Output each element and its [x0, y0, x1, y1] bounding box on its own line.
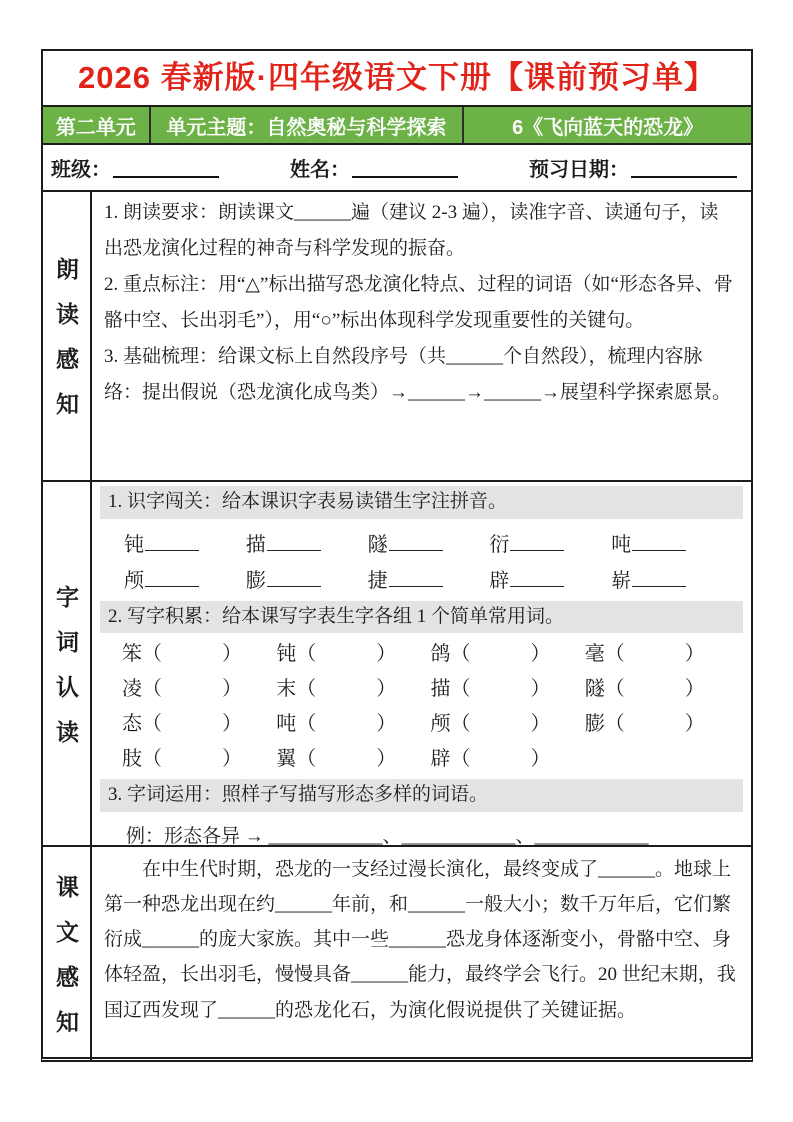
pinyin-cell: 膨	[246, 563, 368, 599]
section-text	[43, 845, 751, 1060]
word-cell: 颅（ ）	[430, 713, 551, 736]
section-reading	[43, 190, 751, 480]
section-text-content	[92, 847, 751, 1060]
word-cell: 隧（ ）	[584, 678, 705, 701]
pinyin-cell: 描	[246, 527, 368, 563]
pinyin-cell: 钝	[124, 527, 246, 563]
section-text-label: 课文感知	[43, 847, 92, 1060]
unit-theme: 单元主题：自然奥秘与科学探索	[151, 107, 465, 143]
word-cell: 凌（ ）	[122, 678, 242, 701]
pinyin-blank	[389, 581, 443, 587]
pinyin-cell: 衍	[489, 527, 611, 563]
word-cell: 翼（ ）	[276, 748, 397, 771]
lesson-title: 6《飞向蓝天的恐龙》	[512, 116, 704, 139]
pinyin-blank	[510, 545, 564, 551]
name-label: 姓名：	[290, 159, 350, 181]
word-cell: 描（ ）	[430, 678, 551, 701]
section-reading-label: 朗读感知	[43, 192, 92, 480]
pinyin-blank	[145, 545, 199, 551]
word-cell: 膨（ ）	[584, 713, 705, 736]
pinyin-blank	[267, 545, 321, 551]
pinyin-cell: 崭	[611, 563, 733, 599]
section-words-label: 字词认读	[43, 482, 92, 845]
course-paragraph: 在中生代时期，恐龙的一支经过漫长演化，最终变成了______。地球上第一种恐龙出现在约______年前，和______一般大小；数千万年后，它们繁衍成______的庞大家族。其中一些______恐龙身体逐渐变小，骨骼中空、身体轻盈，长出羽毛，慢慢具备______能力，最终学会飞行。20 世纪末期，我国辽西发现了______的恐龙化石，为演化假说提供了关键证据。	[104, 859, 736, 1021]
date-blank	[631, 158, 737, 178]
unit-bar	[43, 105, 751, 145]
pinyin-blank	[632, 581, 686, 587]
pinyin-blank	[145, 581, 199, 587]
pinyin-blank	[267, 581, 321, 587]
info-row	[43, 145, 751, 190]
pinyin-cell: 辟	[489, 563, 611, 599]
pinyin-cell: 捷	[368, 563, 490, 599]
word-cell: 毫（ ）	[584, 643, 705, 666]
word-cell: 态（ ）	[122, 713, 242, 736]
word-cell: 笨（ ）	[122, 643, 242, 666]
section-words	[43, 480, 751, 845]
section-reading-content	[92, 192, 751, 480]
word-cell: 钝（ ）	[276, 643, 397, 666]
pinyin-cell: 隧	[368, 527, 490, 563]
pinyin-cell: 吨	[611, 527, 733, 563]
section-words-content	[92, 482, 751, 845]
reading-item-2: 2. 重点标注：用“△”标出描写恐龙演化特点、过程的词语（如“形态各异、骨骼中空、长出羽毛”），用“○”标出体现科学发现重要性的关键句。	[104, 274, 733, 332]
pinyin-blank	[632, 545, 686, 551]
page-title: 2026 春新版·四年级语文下册【课前预习单】	[78, 60, 716, 95]
word-cell: 辟（ ）	[430, 748, 551, 771]
word-cell: 鸽（ ）	[430, 643, 551, 666]
worksheet	[41, 49, 753, 1062]
word-grid	[100, 635, 743, 779]
date-field	[529, 153, 737, 182]
pinyin-blank	[510, 581, 564, 587]
word-cell: 肢（ ）	[122, 748, 242, 771]
class-field	[51, 153, 219, 182]
words-item-3-header: 3. 字词运用：照样子写描写形态多样的词语。	[100, 779, 743, 812]
name-blank	[352, 158, 458, 178]
class-blank	[113, 158, 219, 178]
reading-item-3: 3. 基础梳理：给课文标上自然段序号（共______个自然段），梳理内容脉络：提出假说（恐龙演化成鸟类）→______→______→展望科学探索愿景。	[104, 346, 732, 404]
date-label: 预习日期：	[529, 159, 629, 181]
pinyin-grid	[100, 521, 743, 601]
name-field	[290, 153, 458, 182]
word-cell: 吨（ ）	[276, 713, 397, 736]
class-label: 班级：	[51, 159, 111, 181]
unit-number: 第二单元	[43, 107, 151, 143]
example-line: 例：形态各异 → ____________、____________、____________	[126, 825, 649, 845]
pinyin-blank	[389, 545, 443, 551]
word-cell: 末（ ）	[276, 678, 397, 701]
words-item-2-header: 2. 写字积累：给本课写字表生字各组 1 个简单常用词。	[100, 601, 743, 634]
reading-item-1: 1. 朗读要求：朗读课文______遍（建议 2-3 遍），读准字音、读通句子，读出恐龙演化过程的神奇与科学发现的振奋。	[104, 202, 719, 260]
words-item-1-header: 1. 识字闯关：给本课识字表易读错生字注拼音。	[100, 486, 743, 519]
pinyin-cell: 颅	[124, 563, 246, 599]
